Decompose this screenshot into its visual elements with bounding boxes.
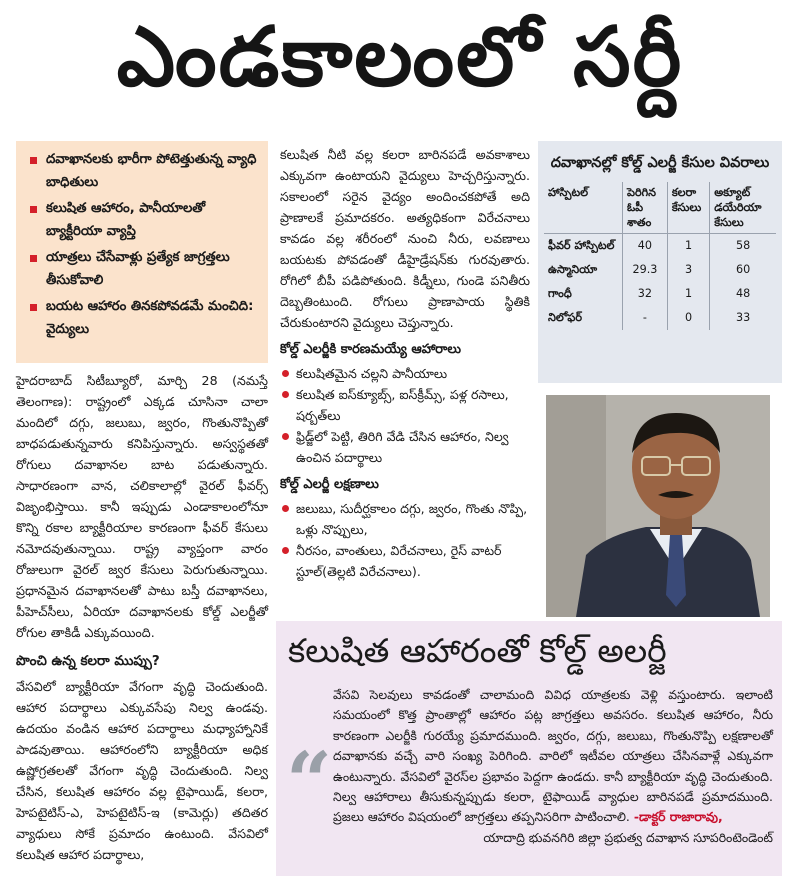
doctor-photo <box>546 395 770 617</box>
intro-paragraph: హైదరాబాద్ సిటీబ్యూరో, మార్చి 28 (నమస్తే తెలంగాణ): రాష్ట్రంలో ఎక్కడ చూసినా చాలా మందిలో దగ్గు, జలుబు, జ్వరం, గొంతునొప్పితో బాధపడుతున్నవారు కనిపిస్తున్నారు. అస్వస్థతతో రోగులు దవాఖానల బాట పడుతున్నారు. సాధారణంగా వాన, చలికాలాల్లో వైరల్ ఫీవర్స్ విజృంభిస్తాయి. కానీ ఇప్పుడు ఎండాకాలంలోనూ కొన్ని రకాల బ్యాక్టీరియాల కారణంగా ఫీవర్ కేసులు నమోదవుతున్నాయి. రాష్ట్ర వ్యాప్తంగా వారం రోజులుగా వైరల్ జ్వర కేసులు పెరుగుతున్నాయి. ప్రధానమైన దవాఖానలతో పాటు బస్తీ దవాఖానలు, పీహెచ్‌సీలు, ఏరియా దవాఖానలకు కోల్డ్ ఎలర్జీతో రోగుల తాకిడీ ఎక్కువయింది. <box>16 373 268 640</box>
table-header: పెరిగిన ఓపీ శాతం <box>623 182 668 234</box>
table-cell: గాంధీ <box>544 282 623 306</box>
table-cell: 1 <box>667 282 709 306</box>
table-cell: - <box>623 306 668 330</box>
highlight-item: బయట ఆహారం తినకపోవడమే మంచిది: వైద్యులు <box>30 296 258 341</box>
quote-designation: యాదాద్రి భువనగిరి జిల్లా ప్రభుత్వ దవాఖాన సూపరింటెండెంట్ <box>483 829 773 845</box>
highlight-item: కలుషిత ఆహారం, పానీయాలతో బ్యాక్టీరియా వ్యాప్తి <box>30 198 258 243</box>
quote-mark-icon: “ <box>286 734 333 828</box>
table-cell: 32 <box>623 282 668 306</box>
quote-title: కలుషిత ఆహారంతో కోల్డ్ అలర్జీ <box>288 631 667 670</box>
cholera-subhead: పొంచి ఉన్న కలరా ముప్పు? <box>16 653 160 669</box>
table-title: దవాఖానల్లో కోల్డ్ ఎలర్జీ కేసుల వివరాలు <box>550 155 770 171</box>
table-cell: నిలోఫర్ <box>544 306 623 330</box>
table-cell: 48 <box>735 287 751 300</box>
symptoms-subhead: కోల్డ్ ఎలర్జీ లక్షణాలు <box>280 477 379 492</box>
highlight-item: యాత్రలు చేసేవాళ్లు ప్రత్యేక జాగ్రత్తలు తీసుకోవాలి <box>30 247 258 292</box>
column-2 <box>280 144 530 582</box>
table-header: కలరా కేసులు <box>667 182 709 234</box>
cause-item: కలుషితమైన చల్లని పానీయాలు <box>280 363 530 384</box>
column-1 <box>16 370 268 865</box>
table-cell: 29.3 <box>623 258 668 282</box>
causes-subhead: కోల్డ్ ఎలర్జీకి కారణమయ్యే ఆహారాలు <box>280 342 462 357</box>
symptoms-list <box>280 498 530 582</box>
table-header-row <box>544 182 776 234</box>
headline: ఎండకాలంలో సర్దీ <box>116 10 684 105</box>
table-cell: 60 <box>735 263 751 276</box>
quote-author: -డాక్టర్ రాజారావు, <box>633 809 723 825</box>
table-cell: ఉస్మానియా <box>544 258 623 282</box>
table-header: అక్యూట్ డయేరియా కేసులు <box>710 182 776 234</box>
table-cell: 3 <box>667 258 709 282</box>
quote-box <box>276 621 782 876</box>
doctor-portrait-illustration <box>546 395 770 617</box>
table-cell: ఫీవర్ హాస్పిటల్ <box>544 234 623 259</box>
table-row <box>544 282 776 306</box>
table-cell: 40 <box>623 234 668 259</box>
symptom-item: జలుబు, సుదీర్ఘకాలం దగ్గు, జ్వరం, గొంతు నొప్పి, ఒళ్లు నొప్పులు, <box>280 498 530 540</box>
table-row <box>544 306 776 330</box>
table-header: హాస్పిటల్ <box>544 182 623 234</box>
column2-paragraph: కలుషిత నీటి వల్ల కలరా బారినపడే అవకాశాలు ఎక్కువగా ఉంటాయని వైద్యులు హెచ్చరిస్తున్నారు. సకాలంలో సరైన వైద్యం అందించకపోతే అది ప్రాణాలకే ప్రమాదకరం. అత్యధికంగా విరేచనాలు కావడం వల్ల శరీరంలో నుంచి నీరు, లవణాలు బయటకు పోవడంతో డీహైడ్రేషన్‌కు గురవుతారు. రోగిలో బీపీ పడిపోతుంది. కిడ్నీలు, గుండె పనితీరు దెబ్బతింటుంది. రోగులు ప్రాణాపాయ స్థితికి చేరుకుంటారని వైద్యులు చెప్తున్నారు. <box>280 147 530 330</box>
table-cell: 1 <box>667 234 709 259</box>
cause-item: కలుషిత ఐస్‌క్యూబ్స్, ఐస్‌క్రీమ్స్, పళ్ల రసాలు, షర్బత్‌లు <box>280 384 530 426</box>
highlights-box <box>16 141 268 363</box>
cases-table-box <box>538 141 782 383</box>
cause-item: ఫ్రిడ్జ్‌లో పెట్టి, తిరిగి వేడి చేసిన ఆహారం, నిల్వ ఉంచిన పదార్థాలు <box>280 426 530 468</box>
quote-body <box>333 685 773 848</box>
table-row <box>544 258 776 282</box>
table-cell: 33 <box>735 311 751 324</box>
cases-table <box>544 182 776 330</box>
table-row <box>544 234 776 259</box>
highlights-list <box>30 149 258 341</box>
causes-list <box>280 363 530 468</box>
quote-text: వేసవి సెలవులు కావడంతో చాలామంది వివిధ యాత్రలకు వెళ్లి వస్తుంటారు. ఇలాంటి సమయంలో కొత్త ప్రాంతాల్లో ఆహారం పట్ల జాగ్రత్తలు అవసరం. కలుషిత ఆహారం, నీరు కారణంగా ఎలర్జీకి గురయ్యే ప్రమాదముంది. జ్వరం, దగ్గు, జలుబు, గొంతునొప్పి లక్షణాలతో దవాఖానకు వచ్చే వారి సంఖ్య పెరిగింది. వారిలో ఇటీవల యాత్రలు చేసినవాళ్లే ఎక్కువగా ఉంటున్నారు. వేసవిలో వైరస్‌ల ప్రభావం పెద్దగా ఉండదు. కానీ బ్యాక్టీరియా వృద్ధి చెందుతుంది. నిల్వ ఆహారాలు తీసుకున్నప్పుడు కలరా, టైఫాయిడ్ వ్యాధుల బారినపడే ప్రమాదముంది. ప్రజలు ఆహారం విషయంలో జాగ్రత్తలు తప్పనిసరిగా పాటించాలి. <box>333 687 773 825</box>
table-cell: 58 <box>735 239 751 252</box>
highlight-item: దవాఖానలకు భారీగా పోటెత్తుతున్న వ్యాధి బాధితులు <box>30 149 258 194</box>
table-cell: 0 <box>667 306 709 330</box>
cholera-paragraph: వేసవిలో బ్యాక్టీరియా వేగంగా వృద్ధి చెందుతుంది. ఆహార పదార్థాలు ఎక్కువసేపు నిల్వ ఉండవు. ఉదయం వండిన ఆహార పదార్థాలు మధ్యాహ్నానికే పాడవుతాయి. ఆహారంలోని బ్యాక్టీరియా అధిక ఉష్ణోగ్రతలతో వేగంగా వృద్ధి చెందుతుంది. నిల్వ చేసిన, కలుషిత ఆహారం వల్ల టైఫాయిడ్, కలరా, హెపటైటిస్-ఎ, హెపటైటిస్-ఇ (కామెర్లు) తదితర వ్యాధులు సోకే ప్రమాదం ఉంటుంది. వేసవిలో కలుషిత ఆహార పదార్థాలు, <box>16 679 268 862</box>
symptom-item: నీరసం, వాంతులు, విరేచనాలు, రైస్ వాటర్ స్టూల్(తెల్లటి విరేచనాలు). <box>280 540 530 582</box>
